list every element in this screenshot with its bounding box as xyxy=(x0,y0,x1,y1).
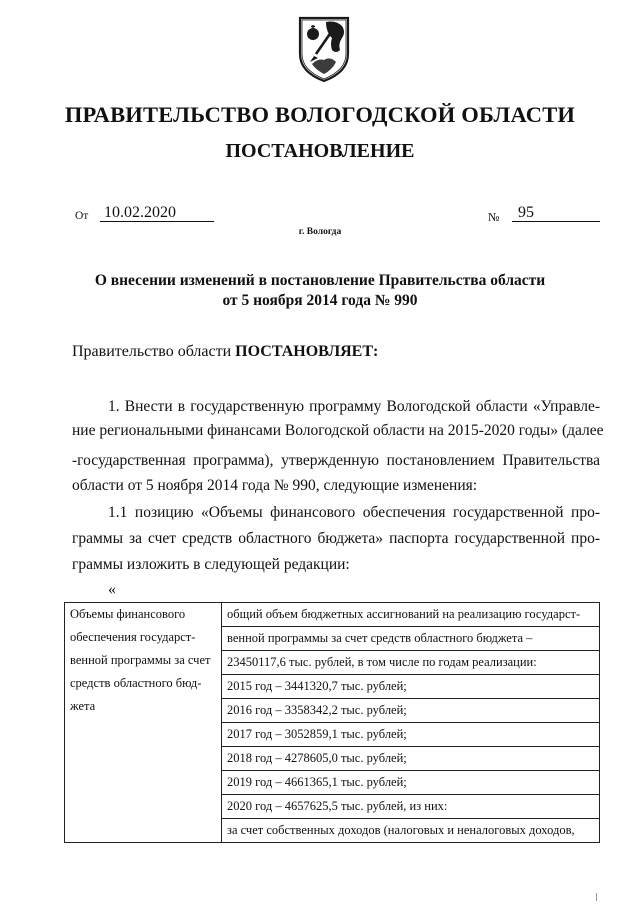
right-cell-line: 2018 год – 4278605,0 тыс. рублей; xyxy=(222,747,599,771)
left-cell-line: обеспечения государст- xyxy=(70,630,196,644)
decree-verb: ПОСТАНОВЛЯЕТ: xyxy=(235,343,379,360)
passport-table xyxy=(64,602,600,843)
scan-mark xyxy=(596,893,597,901)
right-cell-line: 2015 год – 3441320,7 тыс. рублей; xyxy=(222,675,599,699)
city-label: г. Вологда xyxy=(298,227,342,237)
opening-quote: « xyxy=(108,581,116,598)
passport-right-cell xyxy=(222,603,600,843)
coat-of-arms-icon xyxy=(296,14,352,84)
right-cell-line: 2017 год – 3052859,1 тыс. рублей; xyxy=(222,723,599,747)
paragraph-2-line: граммы изложить в следующей редакции: xyxy=(72,556,350,573)
right-cell-line: 2020 год – 4657625,5 тыс. рублей, из них: xyxy=(222,795,599,819)
paragraph-1-line: 1. Внести в государственную программу Вологодской области «Управле- xyxy=(108,398,600,415)
left-cell-line: венной программы за счет xyxy=(70,653,211,667)
document-number: 95 xyxy=(512,204,600,222)
left-cell-line: Объемы финансового xyxy=(70,607,186,621)
passport-left-cell xyxy=(65,603,222,843)
right-cell-line: за счет собственных доходов (налоговых и неналоговых доходов, xyxy=(227,823,575,837)
right-cell-line: 2016 год – 3358342,2 тыс. рублей; xyxy=(222,699,599,723)
document-date: 10.02.2020 xyxy=(100,204,214,222)
paragraph-1-line: -государственная программа), утвержденную постановлением Правительства xyxy=(72,452,600,469)
right-cell-line: общий объем бюджетных ассигнований на реализацию государст- xyxy=(222,603,599,627)
paragraph-1-line: области от 5 ноября 2014 года № 990, следующие изменения: xyxy=(72,477,478,494)
paragraph-2-line: граммы за счет средств областного бюджета» паспорта государственной про- xyxy=(72,530,600,547)
paragraph-1-line: ние региональными финансами Вологодской области на 2015-2020 годы» (далее xyxy=(72,422,604,439)
document-type: ПОСТАНОВЛЕНИЕ xyxy=(225,140,415,162)
date-label: От xyxy=(75,210,89,222)
right-cell-line: венной программы за счет средств областного бюджета – xyxy=(222,627,599,651)
decree-prefix: Правительство области xyxy=(72,343,236,360)
number-label: № xyxy=(488,210,500,224)
decree-line xyxy=(72,343,378,361)
organization-title: ПРАВИТЕЛЬСТВО ВОЛОГОДСКОЙ ОБЛАСТИ xyxy=(64,102,576,127)
right-cell-line: 2019 год – 4661365,1 тыс. рублей; xyxy=(222,771,599,795)
left-cell-line: жета xyxy=(70,699,96,713)
right-cell-line: 23450117,6 тыс. рублей, в том числе по годам реализации: xyxy=(222,651,599,675)
paragraph-2-line: 1.1 позицию «Объемы финансового обеспечения государственной про- xyxy=(108,504,600,521)
heading-line-1: О внесении изменений в постановление Правительства области xyxy=(94,272,546,289)
heading-line-2: от 5 ноября 2014 года № 990 xyxy=(222,292,418,309)
left-cell-line: средств областного бюд- xyxy=(70,676,202,690)
